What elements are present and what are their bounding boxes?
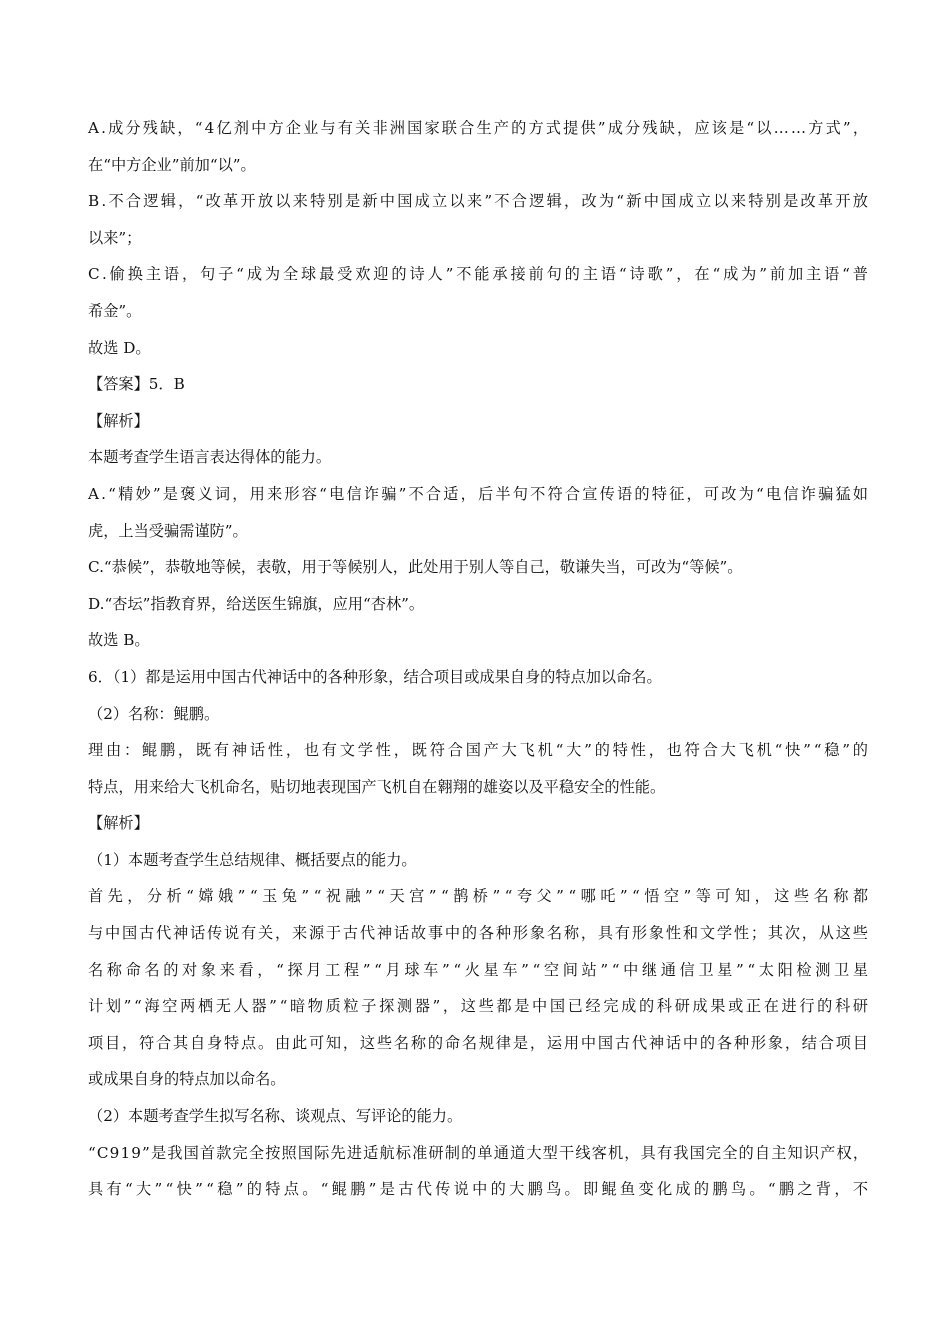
text-line: 故选 D。 bbox=[88, 338, 151, 357]
answer-heading: 【答案】5．B bbox=[88, 375, 185, 394]
analysis-heading: 【解析】 bbox=[88, 814, 149, 833]
analysis-heading: 【解析】 bbox=[88, 411, 149, 430]
text-line: 计划”“海空两栖无人器”“暗物质粒子探测器”，这些都是中国已经完成的科研成果或正在进行的科研 bbox=[88, 997, 871, 1016]
text-line: （2）本题考查学生拟写名称、谈观点、写评论的能力。 bbox=[88, 1107, 463, 1126]
text-line: 虎，上当受骗需谨防”。 bbox=[88, 521, 248, 540]
text-line: “C919”是我国首款完全按照国际先进适航标准研制的单通道大型干线客机，具有我国完全的自主知识产权， bbox=[88, 1143, 870, 1162]
document-body bbox=[88, 113, 873, 1211]
text-line: 特点，用来给大飞机命名，贴切地表现国产飞机自在翱翔的雄姿以及平稳安全的性能。 bbox=[88, 777, 666, 796]
text-line: B.不合逻辑，“改革开放以来特别是新中国成立以来”不合逻辑，改为“新中国成立以来特别是改革开放 bbox=[88, 192, 871, 211]
text-line: 本题考查学生语言表达得体的能力。 bbox=[88, 448, 331, 467]
text-line: 希金”。 bbox=[88, 301, 142, 320]
text-line: （2）名称：鲲鹏。 bbox=[88, 704, 220, 723]
text-line: 理由：鲲鹏，既有神话性，也有文学性，既符合国产大飞机“大”的特性，也符合大飞机“快”“稳”的 bbox=[88, 741, 871, 760]
text-line: 项目，符合其自身特点。由此可知，这些名称的命名规律是，运用中国古代神话中的各种形象，结合项目 bbox=[88, 1033, 870, 1052]
text-line: 或成果自身的特点加以命名。 bbox=[88, 1070, 286, 1089]
text-line: D.“杏坛”指教育界，给送医生锦旗，应用“杏林”。 bbox=[88, 594, 425, 613]
text-line: 首先，分析“嫦娥”“玉兔”“祝融”“天宫”“鹊桥”“夸父”“哪吒”“悟空”等可知，这些名称都 bbox=[88, 887, 873, 906]
text-line: 具有“大”“快”“稳”的特点。“鲲鹏”是古代传说中的大鹏鸟。即鲲鱼变化成的鹏鸟。“鹏之背，不 bbox=[88, 1180, 872, 1199]
text-line: C.“恭候”，恭敬地等候，表敬，用于等候别人，此处用于别人等自己，敬谦失当，可改为“等候”。 bbox=[88, 558, 743, 577]
text-line: （1）本题考查学生总结规律、概括要点的能力。 bbox=[88, 850, 417, 869]
question-6-answer: 6．（1）都是运用中国古代神话中的各种形象，结合项目或成果自身的特点加以命名。 bbox=[88, 667, 662, 686]
text-line: 在“中方企业”前加“以”。 bbox=[88, 155, 256, 174]
text-line: 与中国古代神话传说有关，来源于古代神话故事中的各种形象名称，具有形象性和文学性；其次，从这些 bbox=[88, 924, 870, 943]
text-line: 以来”； bbox=[88, 228, 142, 247]
text-line: A.成分残缺，“4亿剂中方企业与有关非洲国家联合生产的方式提供”成分残缺，应该是“以……方式”， bbox=[88, 119, 871, 137]
text-line: 故选 B。 bbox=[88, 631, 150, 650]
text-line: A.“精妙”是褒义词，用来形容“电信诈骗”不合适，后半句不符合宣传语的特征，可改为“电信诈骗猛如 bbox=[88, 484, 871, 503]
text-line: C.偷换主语，句子“成为全球最受欢迎的诗人”不能承接前句的主语“诗歌”，在“成为”前加主语“普 bbox=[88, 265, 871, 284]
text-line: 名称命名的对象来看，“探月工程”“月球车”“火星车”“空间站”“中继通信卫星”“太阳检测卫星 bbox=[88, 960, 872, 979]
